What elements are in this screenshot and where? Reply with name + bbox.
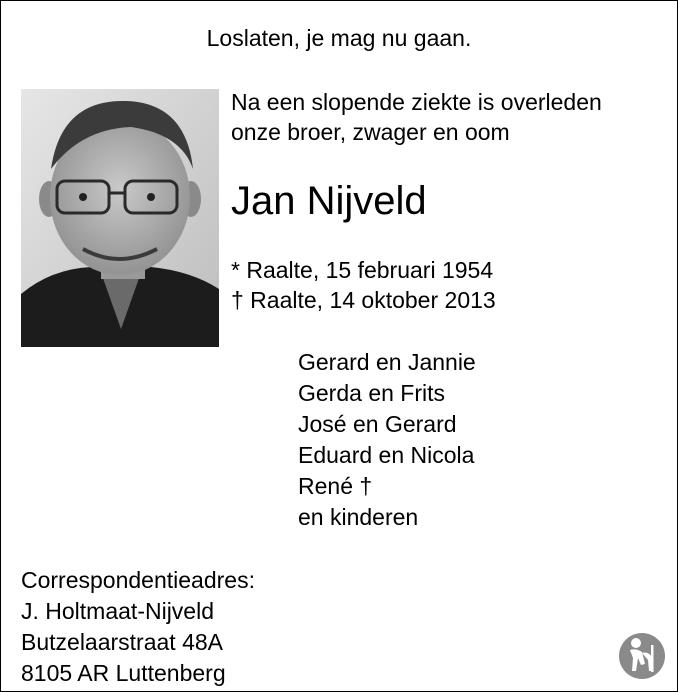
address-line: Butzelaarstraat 48A: [21, 629, 224, 655]
birth-line: * Raalte, 15 februari 1954: [231, 257, 494, 283]
motto: Loslaten, je mag nu gaan.: [206, 25, 472, 51]
deceased-name: Jan Nijveld: [231, 179, 427, 223]
correspondence-address: [21, 565, 255, 689]
family-item: en kinderen: [298, 504, 419, 530]
intro-line: onze broer, zwager en oom: [231, 119, 510, 145]
family-list: [298, 347, 476, 533]
death-line: † Raalte, 14 oktober 2013: [231, 287, 496, 313]
address-line: J. Holtmaat-Nijveld: [21, 598, 214, 624]
family-item: Gerda en Frits: [298, 380, 445, 406]
family-item: René †: [298, 473, 373, 499]
family-item: José en Gerard: [298, 411, 457, 437]
address-line: 8105 AR Luttenberg: [21, 660, 226, 686]
intro-line: Na een slopende ziekte is overleden: [231, 89, 602, 115]
intro-text: [231, 87, 602, 147]
family-item: Eduard en Nicola: [298, 442, 475, 468]
address-line: Correspondentieadres:: [21, 567, 255, 593]
family-item: Gerard en Jannie: [298, 349, 476, 375]
portrait-photo: [21, 89, 219, 347]
memorial-figure-logo-icon: [618, 631, 666, 681]
